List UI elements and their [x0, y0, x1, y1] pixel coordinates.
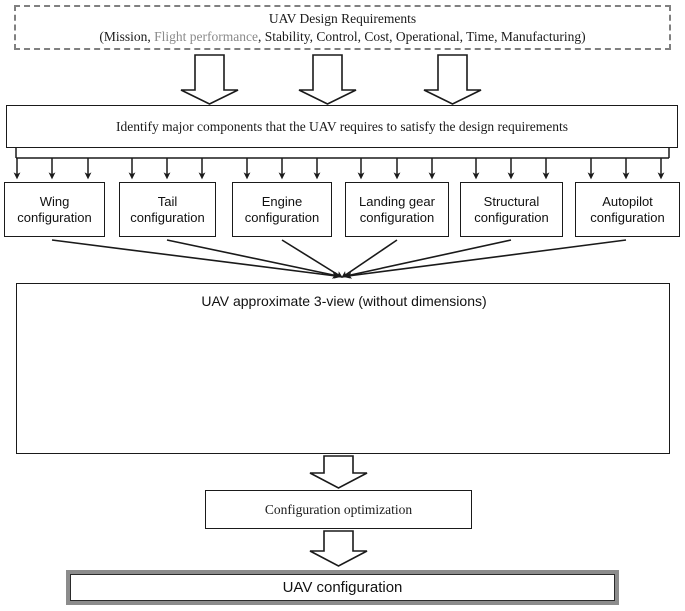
final-label: UAV configuration — [282, 579, 403, 596]
requirements-list — [99, 28, 585, 45]
requirements-suffix: , Stability, Control, Cost, Operational, Time, Manufacturing) — [258, 28, 586, 44]
configuration-optimization-box: Configuration optimization — [205, 490, 472, 529]
identify-components-box: Identify major components that the UAV requires to satisfy the design requirements — [6, 105, 678, 148]
component-label-line1: Tail — [157, 193, 178, 209]
block-arrow-to-optimization — [310, 456, 367, 488]
component-label-line2: configuration — [17, 209, 92, 225]
component-label-line1: Autopilot — [602, 193, 653, 209]
requirements-prefix: (Mission, — [99, 28, 155, 44]
three-view-box — [16, 283, 670, 454]
component-label-line2: configuration — [130, 209, 205, 225]
component-box-engine — [232, 182, 332, 237]
component-label-line2: configuration — [359, 209, 435, 225]
component-box-autopilot — [575, 182, 680, 237]
component-label-line1: Landing gear — [359, 193, 435, 209]
requirements-highlight: Flight performance — [154, 28, 258, 44]
component-box-landing-gear — [345, 182, 449, 237]
component-label-line1: Engine — [261, 193, 303, 209]
component-box-structural — [460, 182, 563, 237]
component-label-line1: Structural — [483, 193, 540, 209]
component-box-tail — [119, 182, 216, 237]
component-label-line2: configuration — [244, 209, 320, 225]
converging-arrows — [52, 240, 626, 276]
block-arrow-to-final — [310, 531, 367, 566]
requirements-title: UAV Design Requirements — [268, 11, 417, 27]
three-view-title: UAV approximate 3-view (without dimensions) — [201, 293, 487, 309]
requirements-box — [14, 5, 671, 50]
component-feed-arrows — [16, 148, 669, 176]
uav-configuration-box — [66, 570, 619, 605]
component-box-wing — [4, 182, 105, 237]
component-label-line2: configuration — [474, 209, 549, 225]
component-label-line2: configuration — [590, 209, 665, 225]
component-label-line1: Wing — [39, 193, 70, 209]
block-arrow-group-top — [181, 55, 481, 104]
